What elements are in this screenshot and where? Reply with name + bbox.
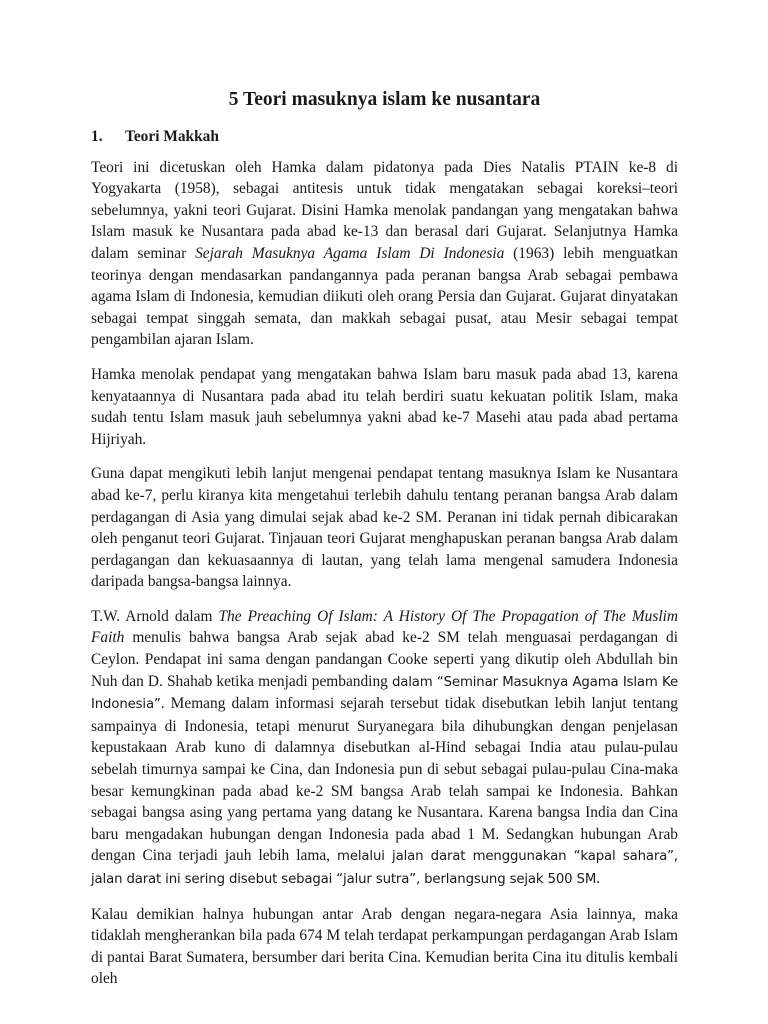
paragraph-4-text-b: menulis bahwa bangsa Arab sejak abad ke-2 SM telah menguasai perdagangan di Ceylon. Pendapat ini sama dengan pandangan Cooke seperti yang dikutip oleh Abdullah bin Nuh dan D. Shahab ketika menjadi pembanding (91, 629, 678, 690)
section-heading (91, 126, 678, 148)
section-label: Teori Makkah (125, 128, 219, 145)
paragraph-1-text-b: (1963) lebih menguatkan teorinya dengan mendasarkan pandangannya pada peranan bangsa Arab sebagai pembawa agama Islam di Indonesia, kemudian diikuti oleh orang Persia dan Gujarat. Gujarat dinyatakan sebagai tempat singgah semata, dan makkah sebagai pusat, atau Mesir sebagai tempat pengambilan ajaran Islam. (91, 244, 678, 349)
paragraph-4-seminar-quote: dalam “Seminar Masuknya Agama Islam Ke Indonesia” (91, 674, 678, 713)
paragraph-1-text-a: Teori ini dicetuskan oleh Hamka dalam pidatonya pada Dies Natalis PTAIN ke-8 di Yogyakarta (1958), sebagai antitesis untuk tidak mengatakan sebagai koreksi–teori sebelumnya, yakni teori Gujarat. Disini Hamka menolak pandangan yang mengatakan bahwa Islam masuk ke Nusantara pada abad ke-13 dan berasal dari Gujarat. Selanjutnya Hamka dalam seminar (91, 158, 678, 262)
paragraph-2: Hamka menolak pendapat yang mengatakan bahwa Islam baru masuk pada abad 13, karena kenyataannya di Nusantara pada abad itu telah berdiri suatu kekuatan politik Islam, maka sudah tentu Islam masuk jauh sebelumnya yakni abad ke-7 Masehi atau pada abad pertama Hijriyah. (91, 365, 678, 448)
page-title: 5 Teori masuknya islam ke nusantara (228, 89, 541, 110)
section-number: 1. (91, 128, 103, 145)
paragraph-4-text-d: . Memang dalam informasi sejarah tersebut tidak disebutkan lebih lanjut tentang sampainya di Indonesia, tetapi menurut Suryanegara bila dihubungkan dengan penjelasan kepustakaan Arab kuno di dalamnya disebutkan al-Hind sebagai India atau pulau-pulau sebelah timurnya sampai ke Cina, dan Indonesia pun di sebut sebagai pulau-pulau Cina-maka besar kemungkinan pada abad ke-2 SM bangsa Arab telah sampai ke Indonesia. Bahkan sebagai bangsa asing yang pertama yang datang ke Nusantara. Karena bangsa India dan Cina baru mengadakan hubungan dengan Indonesia pada abad 1 M. Sedangkan hubungan Arab dengan Cina terjadi jauh lebih lama, (91, 695, 678, 865)
paragraph-4-text-f: . (596, 870, 601, 887)
book-title: The Preaching Of Islam: A History Of The Propagation of The Muslim Faith (91, 607, 678, 647)
seminar-title: Sejarah Masuknya Agama Islam Di Indonesia (195, 244, 505, 262)
paragraph-4 (91, 606, 678, 891)
paragraph-3: Guna dapat mengikuti lebih lanjut mengenai pendapat tentang masuknya Islam ke Nusantara abad ke-7, perlu kiranya kita mengetahui terlebih dahulu tentang peranan bangsa Arab dalam perdagangan di Asia yang dimulai sejak abad ke-2 SM. Peranan ini tidak pernah dibicarakan oleh penganut teori Gujarat. Tinjauan teori Gujarat menghapuskan peranan bangsa Arab dalam perdagangan dan kekuasaannya di lautan, yang telah lama mengenal samudera Indonesia daripada bangsa-bangsa lainnya. (91, 465, 678, 591)
paragraph-4-text-a: T.W. Arnold dalam (91, 607, 219, 625)
paragraph-5: Kalau demikian halnya hubungan antar Arab dengan negara-negara Asia lainnya, maka tidaklah mengherankan bila pada 674 M telah terdapat perkampungan perdagangan Arab Islam di pantai Barat Sumatera, bersumber dari berita Cina. Kemudian berita Cina itu ditulis kembali oleh (91, 905, 678, 988)
paragraph-1 (91, 157, 678, 351)
paragraph-4-silk-road-text: melalui jalan darat menggunakan “kapal sahara”, jalan darat ini sering disebut sebagai “jalur sutra”, berlangsung sejak 500 SM (91, 849, 679, 887)
